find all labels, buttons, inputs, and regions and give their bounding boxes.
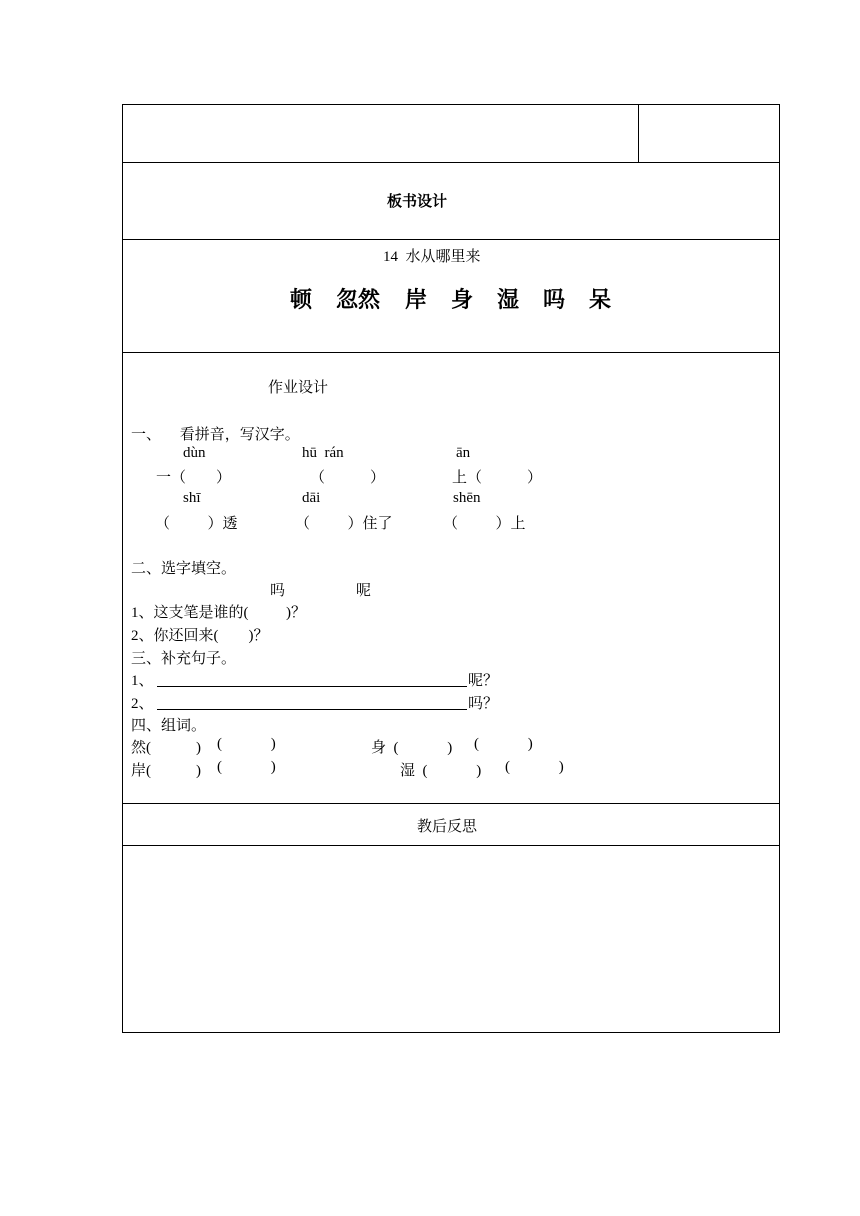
q3-title: 三、补充句子。	[131, 651, 237, 667]
board-char: 顿	[290, 287, 313, 312]
answer-blank: （ ）住了	[295, 516, 393, 532]
board-char: 忽然	[336, 287, 381, 312]
pinyin: shī	[183, 490, 201, 506]
fill-in-line	[157, 709, 467, 710]
word-blank: ( )	[217, 759, 276, 775]
board-design-heading: 板书设计	[387, 194, 448, 210]
answer-blank: （ ）上	[443, 516, 526, 532]
reflection-heading: 教后反思	[417, 819, 478, 835]
word-blank: ( )	[217, 736, 276, 752]
answer-blank: （ ）透	[155, 516, 238, 532]
pinyin: ān	[456, 445, 471, 461]
top-cell-divider	[638, 105, 639, 162]
word-blank: 湿 ( )	[400, 763, 482, 779]
pinyin: dùn	[183, 445, 206, 461]
pinyin: dāi	[302, 490, 321, 506]
answer-blank: 一（ ）	[156, 470, 232, 486]
answer-blank: 上（ ）	[452, 470, 543, 486]
lesson-title: 14 水从哪里来	[383, 249, 481, 265]
q3-item-number: 1、	[131, 673, 154, 689]
word-blank: 岸( )	[131, 763, 201, 779]
q2-title: 二、选字填空。	[131, 561, 237, 577]
word-blank: 然( )	[131, 740, 201, 756]
q2-item: 2、你还回来( )？	[131, 628, 269, 644]
q4-title: 四、组词。	[131, 718, 207, 734]
q3-item-ending: 呢？	[468, 673, 499, 689]
board-char: 湿	[497, 287, 520, 312]
board-char: 呆	[589, 287, 612, 312]
q2-item: 1、这支笔是谁的( )？	[131, 605, 306, 621]
row-divider-1	[123, 162, 779, 163]
row-divider-3	[123, 352, 779, 353]
q3-item-number: 2、	[131, 696, 154, 712]
word-blank: ( )	[474, 736, 533, 752]
answer-blank: （ ）	[310, 470, 386, 486]
homework-heading: 作业设计	[268, 380, 329, 396]
board-char: 吗	[543, 287, 566, 312]
row-divider-4	[123, 803, 779, 804]
board-char: 岸	[405, 287, 428, 312]
pinyin: shēn	[453, 490, 481, 506]
row-divider-2	[123, 239, 779, 240]
board-char: 身	[451, 287, 474, 312]
choice-option: 呢	[356, 583, 372, 599]
word-blank: ( )	[505, 759, 564, 775]
choice-option: 吗	[270, 583, 286, 599]
q1-title: 一、 看拼音，写汉字。	[131, 427, 300, 443]
row-divider-5	[123, 845, 779, 846]
pinyin: hū rán	[302, 445, 344, 461]
word-blank: 身 ( )	[371, 740, 453, 756]
q3-item-ending: 吗？	[468, 696, 499, 712]
fill-in-line	[157, 686, 467, 687]
